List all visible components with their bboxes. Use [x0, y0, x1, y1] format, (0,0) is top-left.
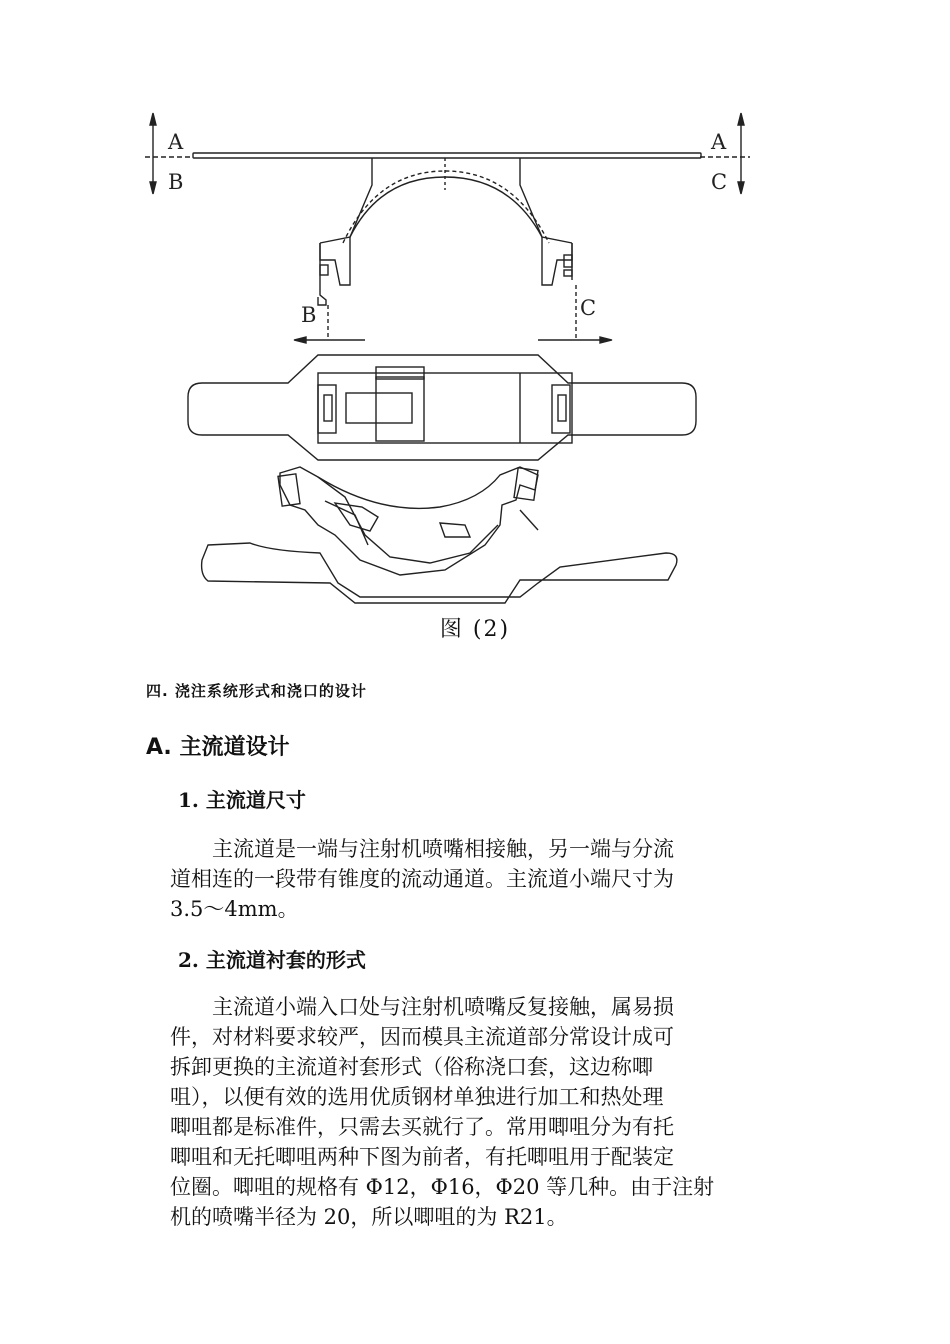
dimension-arrow-c [538, 337, 612, 343]
figure-caption: 图 (2) [439, 617, 511, 642]
plan-view [188, 355, 696, 460]
item1-line: 3.5～4mm。 [170, 897, 299, 921]
item1-line: 主流道是一端与注射机喷嘴相接触，另一端与分流 [212, 837, 674, 861]
label-a-right: A [711, 130, 727, 154]
item1-line: 道相连的一段带有锥度的流动通道。主流道小端尺寸为 [170, 867, 674, 891]
section-title: 四. 浇注系统形式和浇口的设计 [146, 682, 367, 700]
label-c-bottom: C [580, 296, 597, 320]
item2-heading: 2. 主流道衬套的形式 [178, 948, 366, 972]
isometric-view [202, 467, 677, 603]
item2-paragraph [170, 992, 810, 1232]
item2-line: 唧咀和无托唧咀两种下图为前者，有托唧咀用于配装定 [170, 1145, 674, 1169]
item1-paragraph [170, 834, 810, 924]
label-c-right: C [711, 170, 728, 194]
technical-drawing [140, 105, 760, 610]
item2-line: 唧咀都是标准件，只需去买就行了。常用唧咀分为有托 [170, 1115, 674, 1139]
item1-heading: 1. 主流道尺寸 [178, 788, 306, 812]
label-b-left: B [168, 170, 184, 194]
item2-line: 位圈。唧咀的规格有 Φ12，Φ16，Φ20 等几种。由于注射 [170, 1175, 715, 1199]
item2-line: 咀），以便有效的选用优质钢材单独进行加工和热处理 [170, 1085, 664, 1109]
section-view [193, 153, 701, 340]
dimension-arrow-b [294, 337, 365, 343]
item2-line: 件，对材料要求较严，因而模具主流道部分常设计成可 [170, 1025, 674, 1049]
label-b-bottom: B [301, 303, 317, 327]
item2-line: 机的喷嘴半径为 20，所以唧咀的为 R21。 [170, 1205, 568, 1229]
item2-line: 主流道小端入口处与注射机喷嘴反复接触，属易损 [212, 995, 674, 1019]
item2-line: 拆卸更换的主流道衬套形式（俗称浇口套，这边称唧 [170, 1055, 653, 1079]
label-a-left: A [168, 130, 184, 154]
subsection-heading: A. 主流道设计 [146, 735, 290, 760]
